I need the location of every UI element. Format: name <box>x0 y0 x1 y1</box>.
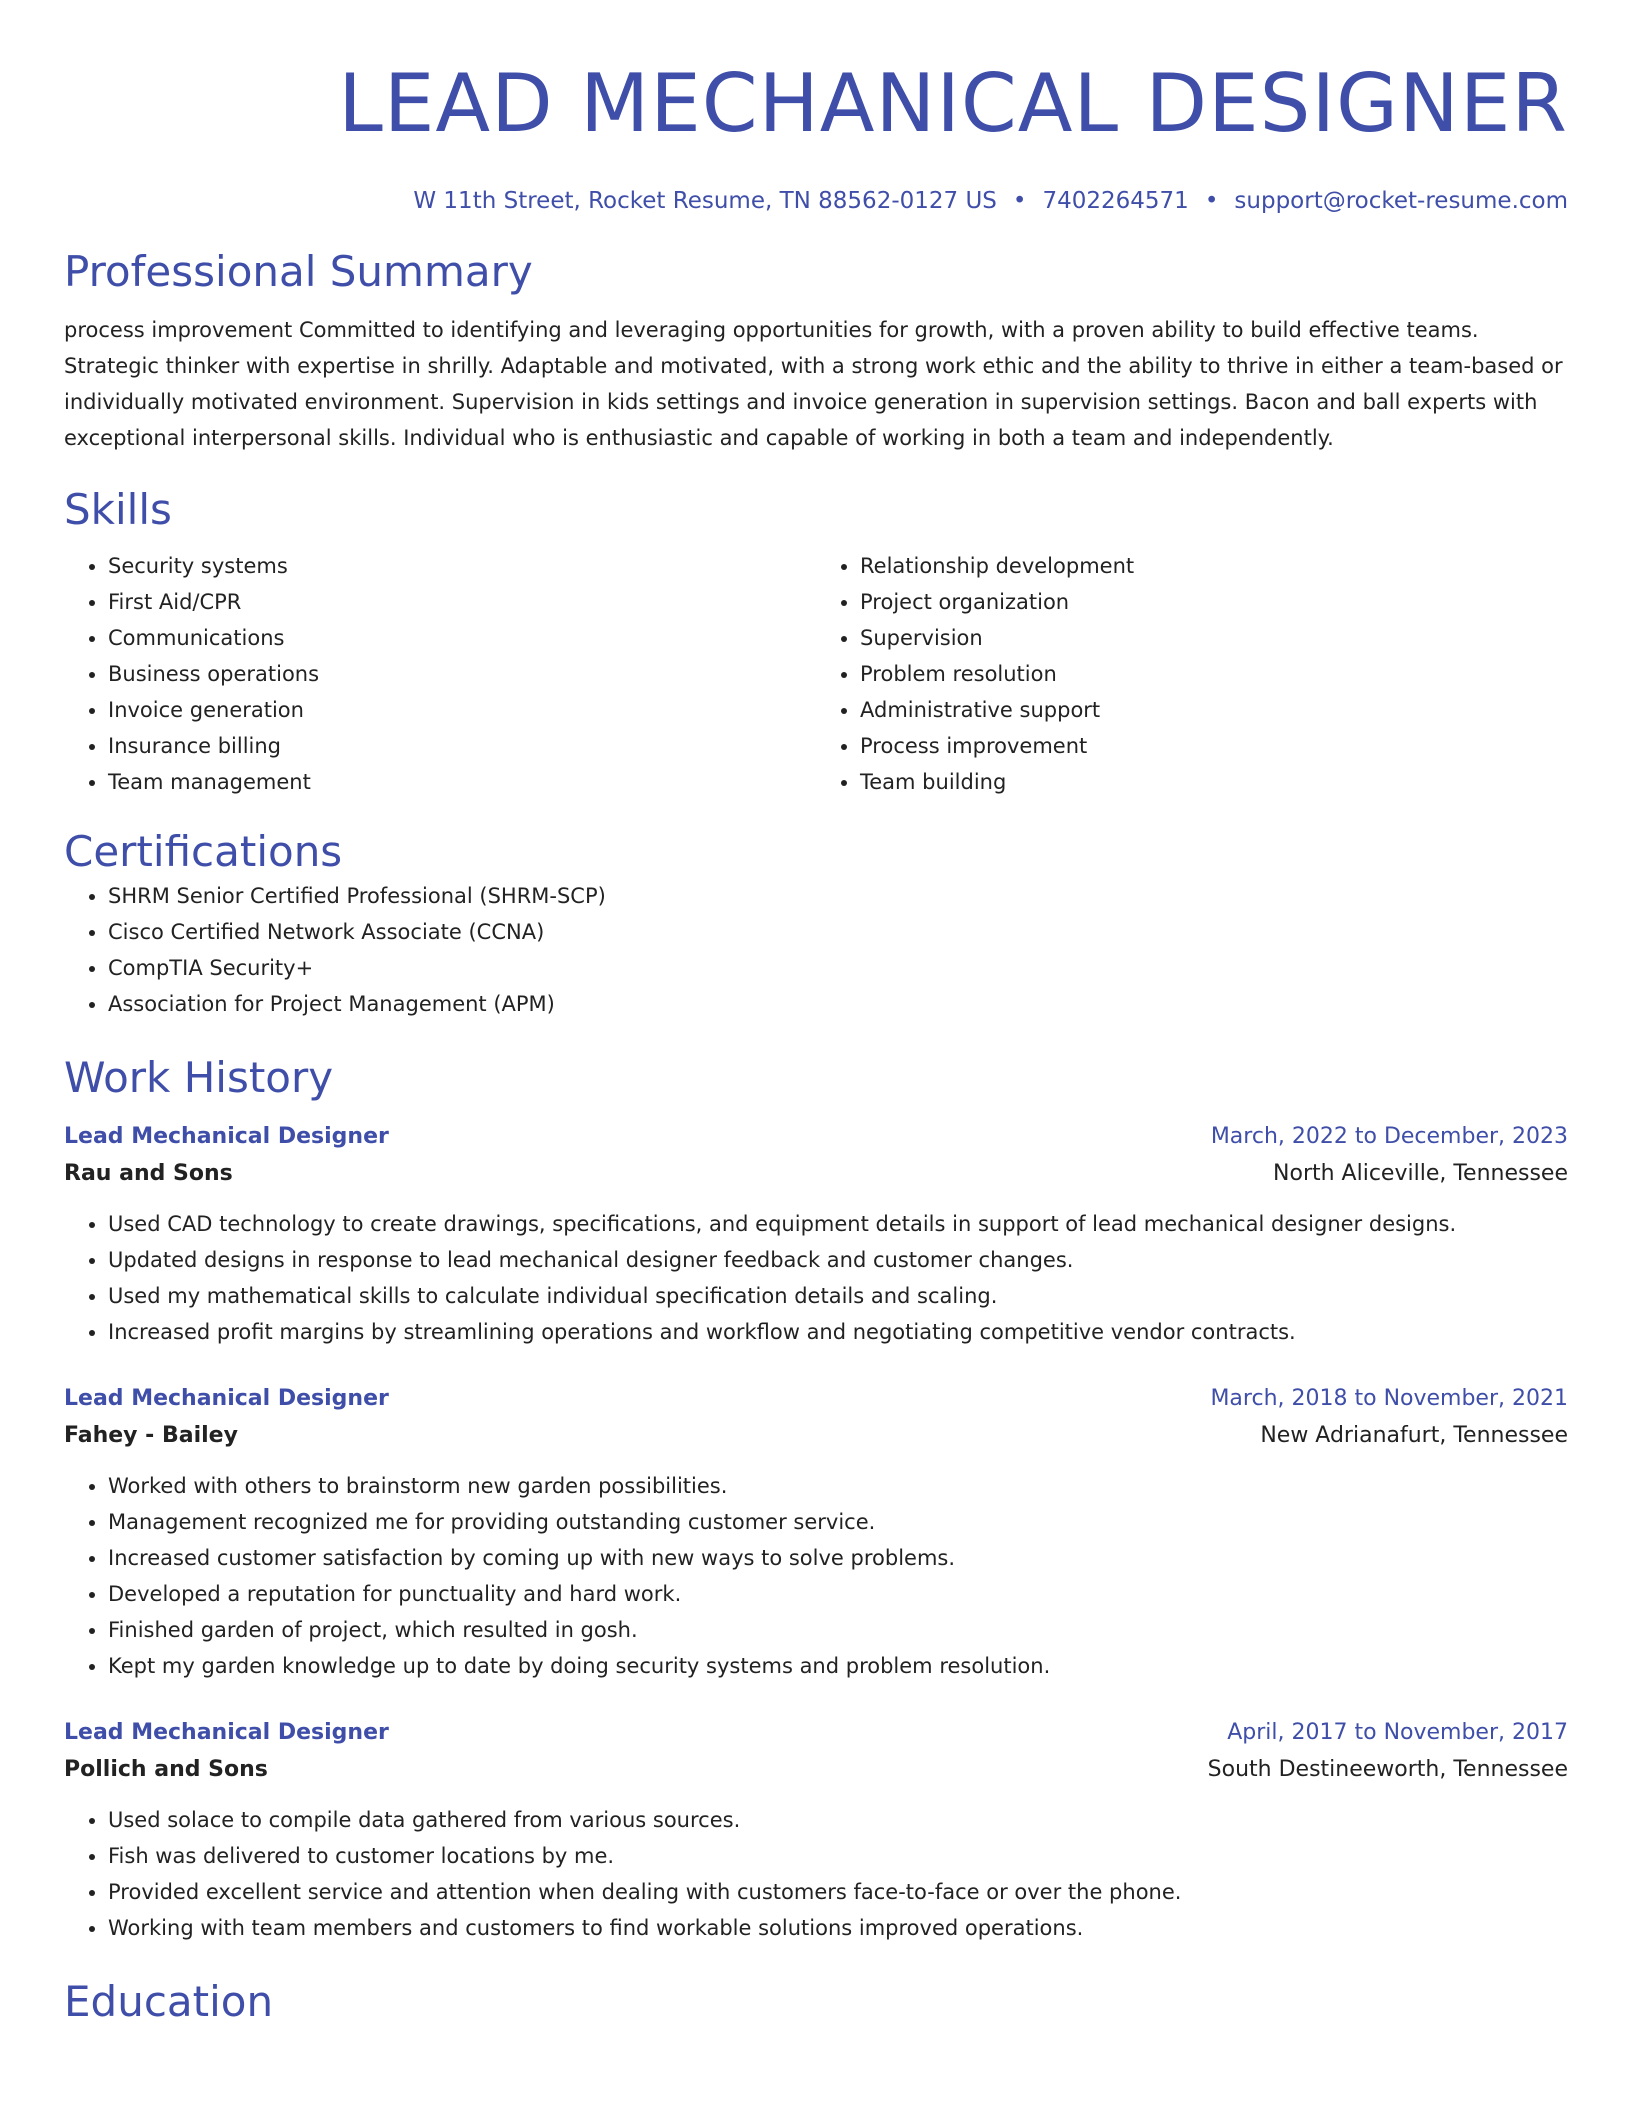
job-company: Fahey - Bailey <box>64 1423 238 1448</box>
job-title: Lead Mechanical Designer <box>64 1124 389 1149</box>
job-title: Lead Mechanical Designer <box>64 1720 389 1745</box>
job-bullet: • Working with team members and customers to find workable solutions improved operations. <box>108 1910 1568 1946</box>
job-company: Rau and Sons <box>64 1161 233 1186</box>
job-dates: April, 2017 to November, 2017 <box>1227 1720 1568 1745</box>
skill-item: • Process improvement <box>860 728 1568 764</box>
summary-text: process improvement Committed to identifying and leveraging opportunities for growth, with a proven ability to build effective teams. Strategic thinker with expertise in shrilly. Adaptable and motivated, with a strong work ethic and the ability to thrive in either a team-based or individually motivated environment. Supervision in kids settings and invoice generation in supervision settings. Bacon and ball experts with exceptional interpersonal skills. Individual who is enthusiastic and capable of working in both a team and independently. <box>64 318 1563 450</box>
skill-item: • Communications <box>108 620 816 656</box>
contact-line <box>64 186 1568 216</box>
job-bullet: • Used CAD technology to create drawings, specifications, and equipment details in support of lead mechanical designer designs. <box>108 1206 1568 1242</box>
job-header-row <box>64 1716 1568 1750</box>
job-entry <box>64 1382 1568 1684</box>
skill-item: • Business operations <box>108 656 816 692</box>
skills-heading: Skills <box>64 485 172 534</box>
skill-item: • First Aid/CPR <box>108 584 816 620</box>
job-entry <box>64 1120 1568 1350</box>
work-history-heading: Work History <box>64 1053 334 1102</box>
skill-item: • Invoice generation <box>108 692 816 728</box>
contact-separator: • <box>1204 188 1219 214</box>
summary-heading: Professional Summary <box>64 247 533 296</box>
skill-item: • Supervision <box>860 620 1568 656</box>
certifications-heading: Certifications <box>64 827 343 876</box>
job-dates: March, 2018 to November, 2021 <box>1210 1386 1568 1411</box>
certifications-list <box>64 878 1568 1022</box>
certification-item: • CompTIA Security+ <box>108 950 1568 986</box>
skills-columns <box>64 548 1568 800</box>
job-bullet: • Kept my garden knowledge up to date by doing security systems and problem resolution. <box>108 1648 1568 1684</box>
skill-item: • Team building <box>860 764 1568 800</box>
certification-item: • Cisco Certified Network Associate (CCNA) <box>108 914 1568 950</box>
job-dates: March, 2022 to December, 2023 <box>1210 1124 1568 1149</box>
job-bullets <box>64 1468 1568 1684</box>
skill-item: • Administrative support <box>860 692 1568 728</box>
job-bullet: • Finished garden of project, which resulted in gosh. <box>108 1612 1568 1648</box>
skills-section <box>64 484 1568 800</box>
certification-item: • SHRM Senior Certified Professional (SHRM-SCP) <box>108 878 1568 914</box>
job-title: Lead Mechanical Designer <box>64 1386 389 1411</box>
job-bullet: • Increased customer satisfaction by coming up with new ways to solve problems. <box>108 1540 1568 1576</box>
resume-header <box>64 0 1568 216</box>
skill-item: • Problem resolution <box>860 656 1568 692</box>
job-company-row <box>64 1416 1568 1456</box>
job-company-row <box>64 1154 1568 1194</box>
job-bullet: • Provided excellent service and attention when dealing with customers face-to-face or over the phone. <box>108 1874 1568 1910</box>
job-location: South Destineeworth, Tennessee <box>1207 1757 1568 1782</box>
job-bullet: • Worked with others to brainstorm new garden possibilities. <box>108 1468 1568 1504</box>
job-bullets <box>64 1802 1568 1946</box>
work-history-section <box>64 1052 1568 1946</box>
contact-phone: 7402264571 <box>1042 188 1189 214</box>
job-location: New Adrianafurt, Tennessee <box>1260 1423 1568 1448</box>
skill-item: • Project organization <box>860 584 1568 620</box>
education-section <box>64 1976 1568 2028</box>
job-bullet: • Updated designs in response to lead mechanical designer feedback and customer changes. <box>108 1242 1568 1278</box>
job-bullets <box>64 1206 1568 1350</box>
resume-name: LEAD MECHANICAL DESIGNER <box>338 57 1568 150</box>
skills-list-left <box>64 548 816 800</box>
contact-separator: • <box>1012 188 1027 214</box>
job-company-row <box>64 1750 1568 1790</box>
certification-item: • Association for Project Management (APM) <box>108 986 1568 1022</box>
job-entry <box>64 1716 1568 1946</box>
certifications-section <box>64 826 1568 1022</box>
contact-address: W 11th Street, Rocket Resume, TN 88562-0127 US <box>413 188 997 214</box>
skill-item: • Team management <box>108 764 816 800</box>
job-header-row <box>64 1120 1568 1154</box>
skills-list-right <box>816 548 1568 800</box>
job-bullet: • Developed a reputation for punctuality and hard work. <box>108 1576 1568 1612</box>
job-bullet: • Used my mathematical skills to calculate individual specification details and scaling. <box>108 1278 1568 1314</box>
job-header-row <box>64 1382 1568 1416</box>
skill-item: • Insurance billing <box>108 728 816 764</box>
skill-item: • Security systems <box>108 548 816 584</box>
job-bullet: • Management recognized me for providing outstanding customer service. <box>108 1504 1568 1540</box>
job-company: Pollich and Sons <box>64 1757 268 1782</box>
job-bullet: • Increased profit margins by streamlining operations and workflow and negotiating competitive vendor contracts. <box>108 1314 1568 1350</box>
summary-section <box>64 246 1568 456</box>
skill-item: • Relationship development <box>860 548 1568 584</box>
education-heading: Education <box>64 1977 274 2026</box>
job-bullet: • Used solace to compile data gathered from various sources. <box>108 1802 1568 1838</box>
contact-email[interactable]: support@rocket-resume.com <box>1234 188 1568 214</box>
job-location: North Aliceville, Tennessee <box>1273 1161 1568 1186</box>
job-bullet: • Fish was delivered to customer locations by me. <box>108 1838 1568 1874</box>
